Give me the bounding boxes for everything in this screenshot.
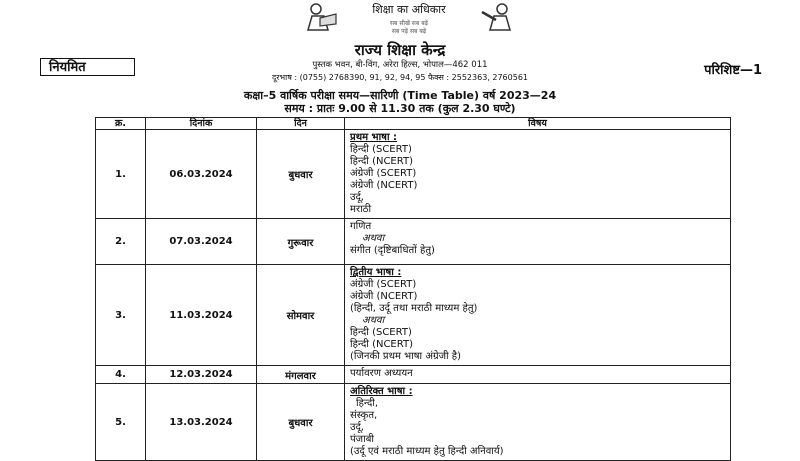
header-day: दिन <box>257 118 345 130</box>
logo-subtext: सब पढ़ें सब बढ़ें <box>391 28 427 35</box>
child-pencil-icon <box>480 2 516 32</box>
subject-line: हिन्दी (NCERT) <box>350 339 413 350</box>
subject-line: हिन्दी (SCERT) <box>350 144 412 155</box>
document-title: कक्षा–5 वार्षिक परीक्षा समय—सारिणी (Time Table) वर्ष 2023—24 <box>243 89 557 102</box>
subject-line: (हिन्दी, उर्दू तथा मराठी माध्यम हेतु) <box>350 303 478 314</box>
row-day: गुरूवार <box>257 219 345 265</box>
row-date: 12.03.2024 <box>146 366 257 384</box>
document-subtitle: समय : प्रातः 9.00 से 11.30 तक (कुल 2.30 घण्टे) <box>284 102 516 115</box>
organization-name: राज्य शिक्षा केन्द्र <box>354 41 446 59</box>
subject-line: उर्दू, <box>350 422 364 433</box>
subject-line: अंग्रेजी (SCERT) <box>350 168 417 179</box>
subject-line: (जिनकी प्रथम भाषा अंग्रेजी है) <box>350 351 461 362</box>
row-subject <box>345 130 731 219</box>
logo-subtext: सब सीखें सब बढ़ें <box>389 20 428 27</box>
subject-line: पर्यावरण अध्ययन <box>350 368 413 379</box>
subject-line: हिन्दी, <box>356 398 379 409</box>
subject-line: अंग्रेजी (SCERT) <box>350 279 417 290</box>
subject-line: उर्दू, <box>350 192 364 203</box>
subject-heading: द्वितीय भाषा : <box>350 267 402 278</box>
row-sn: 2. <box>96 219 146 265</box>
header-subject: विषय <box>345 118 731 130</box>
subject-line: अंग्रेजी (NCERT) <box>350 180 418 191</box>
table-row <box>96 366 731 384</box>
row-day: मंगलवार <box>257 366 345 384</box>
row-day: बुधवार <box>257 130 345 219</box>
subject-line: अंग्रेजी (NCERT) <box>350 291 418 302</box>
subject-line: गणित <box>350 221 372 232</box>
row-subject <box>345 384 731 461</box>
table-row <box>96 265 731 366</box>
row-date: 06.03.2024 <box>146 130 257 219</box>
regular-label-box: नियमित <box>40 58 135 76</box>
rte-logo <box>298 0 520 38</box>
appendix-label: परिशिष्ट—1 <box>704 63 762 78</box>
row-sn: 1. <box>96 130 146 219</box>
row-day: सोमवार <box>257 265 345 366</box>
subject-line: हिन्दी (SCERT) <box>350 327 412 338</box>
subject-heading: अतिरिक्त भाषा : <box>350 386 413 397</box>
row-sn: 5. <box>96 384 146 461</box>
row-sn: 4. <box>96 366 146 384</box>
row-day: बुधवार <box>257 384 345 461</box>
address: पुस्तक भवन, बी-विंग, अरेरा हिल्स, भोपाल—462 011 <box>312 60 488 70</box>
row-date: 07.03.2024 <box>146 219 257 265</box>
subject-line: संस्कृत, <box>350 410 378 421</box>
subject-line: हिन्दी (NCERT) <box>350 156 413 167</box>
row-sn: 3. <box>96 265 146 366</box>
table-row <box>96 219 731 265</box>
subject-or: अथवा <box>362 233 385 244</box>
table-header-row <box>96 118 731 130</box>
header-sn: क्र. <box>96 118 146 130</box>
row-subject <box>345 366 731 384</box>
table-row <box>96 384 731 461</box>
child-reading-icon <box>302 2 338 32</box>
subject-line: संगीत (दृष्टिबाधितों हेतु) <box>350 245 435 256</box>
logo-text: शिक्षा का अधिकार <box>372 3 446 16</box>
subject-heading: प्रथम भाषा : <box>350 132 398 143</box>
subject-or: अथवा <box>362 315 385 326</box>
row-subject <box>345 219 731 265</box>
phone-fax: दूरभाष : (0755) 2768390, 91, 92, 94, 95 फैक्स : 2552363, 2760561 <box>271 73 528 82</box>
row-subject <box>345 265 731 366</box>
row-date: 11.03.2024 <box>146 265 257 366</box>
subject-line: पंजाबी <box>350 434 374 445</box>
subject-line: मराठी <box>350 204 372 215</box>
header-date: दिनांक <box>146 118 257 130</box>
subject-line: (उर्दू एवं मराठी माध्यम हेतु हिन्दी अनिवार्य) <box>350 446 504 457</box>
row-date: 13.03.2024 <box>146 384 257 461</box>
table-row <box>96 130 731 219</box>
timetable <box>95 117 731 461</box>
